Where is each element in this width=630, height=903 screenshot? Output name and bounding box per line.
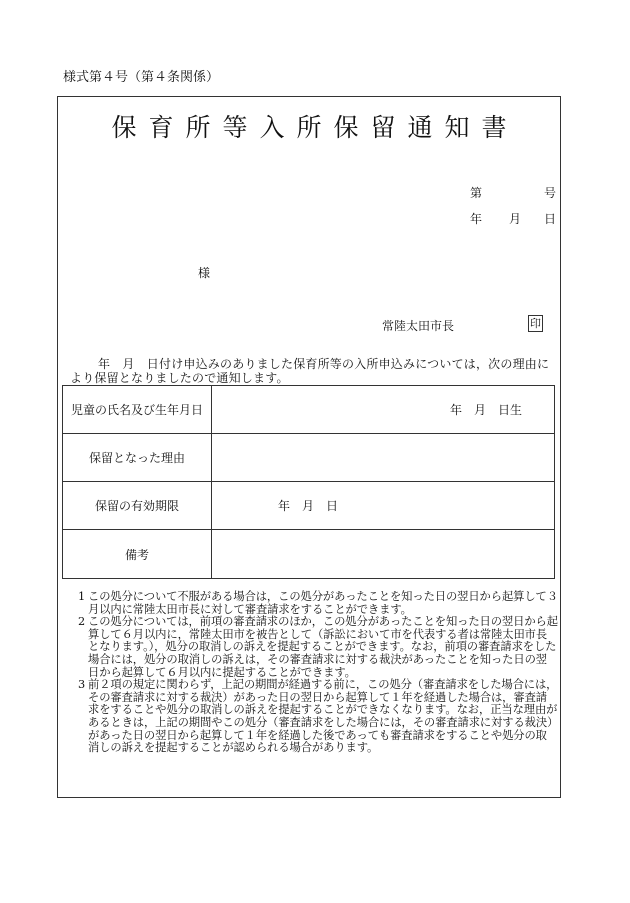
table-label: 児童の氏名及び生年月日 <box>63 386 212 434</box>
table-label: 保留の有効期限 <box>63 482 212 530</box>
info-table <box>62 385 555 579</box>
table-value <box>212 530 555 579</box>
notes-list <box>70 591 558 755</box>
table-row <box>63 434 555 482</box>
issuer-name: 常陸太田市長 <box>382 319 455 333</box>
note-text: この処分については，前項の審査請求のほか，この処分があったことを知った日の翌日から起算して６月以内に，常陸太田市を被告として（訴訟において市を代表する者は常陸太田市長となります。），処分の取消しの訴えを提起することができます。なお，前項の審査請求をした場合には，処分の取消しの訴えは，その審査請求に対する裁決があったことを知った日の翌日から起算して６月以内に提起することができます。 <box>88 615 558 679</box>
note-number: 1 <box>78 590 86 603</box>
date-year-label: 年 <box>470 212 483 226</box>
list-item <box>70 591 558 616</box>
expiry-field: 年 月 日 <box>278 499 339 513</box>
table-value <box>212 434 555 482</box>
seal-stamp: 印 <box>530 317 541 330</box>
table-row <box>63 386 555 434</box>
table-value <box>212 482 555 530</box>
table-label: 備考 <box>63 530 212 579</box>
table-label: 保留となった理由 <box>63 434 212 482</box>
list-item <box>70 616 558 679</box>
list-item <box>70 679 558 755</box>
birthdate-field: 年 月 日生 <box>450 403 523 417</box>
number-suffix: 号 <box>544 186 557 200</box>
number-prefix: 第 <box>470 186 483 200</box>
table-row <box>63 482 555 530</box>
table-value <box>212 386 555 434</box>
date-day-label: 日 <box>544 212 557 226</box>
intro-paragraph: 年 月 日付け申込みのありました保育所等の入所申込みについては，次の理由により保留となりましたので通知します。 <box>70 357 550 385</box>
note-number: 3 <box>78 678 86 692</box>
form-label: 様式第４号（第４条関係） <box>63 70 220 85</box>
page-title: 保育所等入所保留通知書 <box>111 113 519 142</box>
note-text: この処分について不服がある場合は，この処分があったことを知った日の翌日から起算して３月以内に常陸太田市長に対して審査請求をすることができます。 <box>88 590 558 616</box>
note-text: 前２項の規定に関わらず，上記の期間が経過する前に，この処分（審査請求をした場合には，その審査請求に対する裁決）があった日の翌日から起算して１年を経過した場合は，審査請求をすることや処分の取消しの訴えを提起することができなくなります。なお，正当な理由があるときは，上記の期間やこの処分（審査請求をした場合には，その審査請求に対する裁決）があった日の翌日から起算して１年を経過した後であっても審査請求をすることや処分の取消しの訴えを提起することが認められる場合があります。 <box>88 678 558 755</box>
date-month-label: 月 <box>509 212 522 226</box>
addressee-suffix: 様 <box>198 266 211 280</box>
note-number: 2 <box>78 615 86 629</box>
table-row <box>63 530 555 579</box>
